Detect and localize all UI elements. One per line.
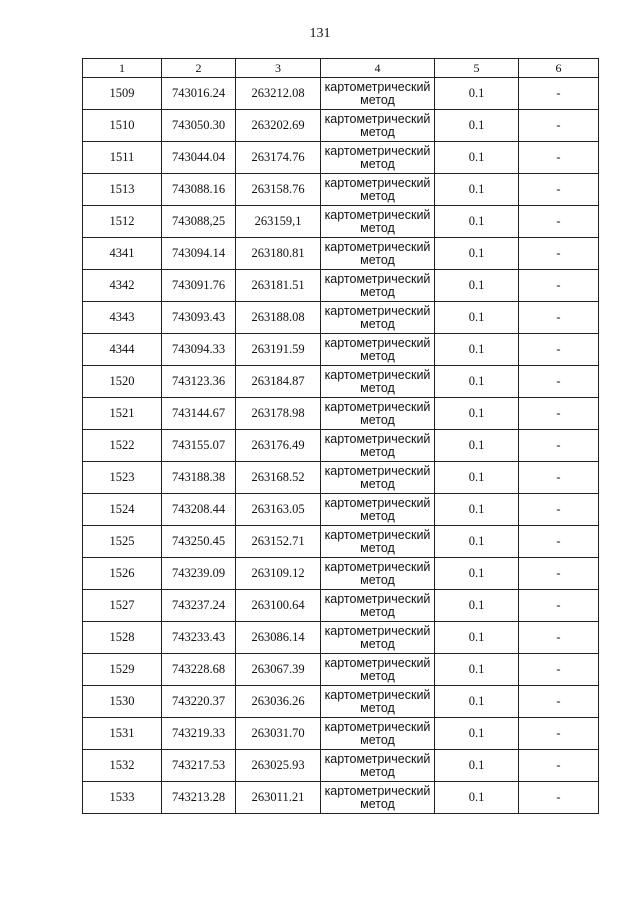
accuracy-cell: 0.1	[435, 270, 519, 302]
note-cell: -	[519, 270, 599, 302]
table-row	[83, 366, 599, 398]
point-number-cell: 1525	[83, 526, 162, 558]
method-line-1: картометрический	[324, 527, 431, 542]
column-header: 6	[519, 59, 599, 78]
note-cell: -	[519, 622, 599, 654]
y-coordinate-cell: 263152.71	[236, 526, 321, 558]
method-line-2: метод	[360, 508, 395, 523]
method-cell	[321, 430, 435, 462]
y-coordinate-cell: 263158.76	[236, 174, 321, 206]
method-line-1: картометрический	[324, 399, 431, 414]
table-row	[83, 142, 599, 174]
point-number-cell: 1521	[83, 398, 162, 430]
column-header: 3	[236, 59, 321, 78]
method-line-1: картометрический	[324, 719, 431, 734]
note-cell: -	[519, 206, 599, 238]
note-cell: -	[519, 718, 599, 750]
x-coordinate-cell: 743144.67	[162, 398, 236, 430]
coordinates-table	[82, 58, 599, 814]
accuracy-cell: 0.1	[435, 398, 519, 430]
method-cell	[321, 142, 435, 174]
method-line-1: картометрический	[324, 623, 431, 638]
x-coordinate-cell: 743016.24	[162, 78, 236, 110]
method-line-1: картометрический	[324, 687, 431, 702]
method-line-2: метод	[360, 220, 395, 235]
x-coordinate-cell: 743250.45	[162, 526, 236, 558]
table-row	[83, 430, 599, 462]
note-cell: -	[519, 142, 599, 174]
table-row	[83, 206, 599, 238]
x-coordinate-cell: 743094.33	[162, 334, 236, 366]
accuracy-cell: 0.1	[435, 718, 519, 750]
point-number-cell: 1533	[83, 782, 162, 814]
y-coordinate-cell: 263168.52	[236, 462, 321, 494]
method-cell	[321, 686, 435, 718]
table-row	[83, 462, 599, 494]
note-cell: -	[519, 526, 599, 558]
table-row	[83, 398, 599, 430]
method-cell	[321, 462, 435, 494]
table-row	[83, 750, 599, 782]
point-number-cell: 4341	[83, 238, 162, 270]
note-cell: -	[519, 558, 599, 590]
note-cell: -	[519, 334, 599, 366]
y-coordinate-cell: 263109.12	[236, 558, 321, 590]
x-coordinate-cell: 743091.76	[162, 270, 236, 302]
accuracy-cell: 0.1	[435, 462, 519, 494]
method-cell	[321, 526, 435, 558]
accuracy-cell: 0.1	[435, 110, 519, 142]
table-row	[83, 494, 599, 526]
method-cell	[321, 398, 435, 430]
point-number-cell: 1509	[83, 78, 162, 110]
method-line-1: картометрический	[324, 79, 431, 94]
note-cell: -	[519, 590, 599, 622]
table-row	[83, 686, 599, 718]
method-line-2: метод	[360, 92, 395, 107]
point-number-cell: 1520	[83, 366, 162, 398]
point-number-cell: 1510	[83, 110, 162, 142]
page-number: 131	[309, 26, 331, 41]
method-cell	[321, 78, 435, 110]
x-coordinate-cell: 743044.04	[162, 142, 236, 174]
accuracy-cell: 0.1	[435, 526, 519, 558]
method-line-2: метод	[360, 604, 395, 619]
x-coordinate-cell: 743188.38	[162, 462, 236, 494]
x-coordinate-cell: 743228.68	[162, 654, 236, 686]
method-cell	[321, 750, 435, 782]
y-coordinate-cell: 263191.59	[236, 334, 321, 366]
method-line-2: метод	[360, 156, 395, 171]
table-row	[83, 110, 599, 142]
y-coordinate-cell: 263031.70	[236, 718, 321, 750]
accuracy-cell: 0.1	[435, 654, 519, 686]
point-number-cell: 1511	[83, 142, 162, 174]
method-line-2: метод	[360, 572, 395, 587]
point-number-cell: 1513	[83, 174, 162, 206]
x-coordinate-cell: 743220.37	[162, 686, 236, 718]
method-line-2: метод	[360, 412, 395, 427]
table-row	[83, 622, 599, 654]
note-cell: -	[519, 238, 599, 270]
accuracy-cell: 0.1	[435, 302, 519, 334]
method-line-1: картометрический	[324, 655, 431, 670]
note-cell: -	[519, 110, 599, 142]
x-coordinate-cell: 743237.24	[162, 590, 236, 622]
method-line-1: картометрический	[324, 175, 431, 190]
x-coordinate-cell: 743088.16	[162, 174, 236, 206]
method-line-2: метод	[360, 316, 395, 331]
method-cell	[321, 558, 435, 590]
accuracy-cell: 0.1	[435, 494, 519, 526]
method-cell	[321, 206, 435, 238]
x-coordinate-cell: 743217.53	[162, 750, 236, 782]
x-coordinate-cell: 743093.43	[162, 302, 236, 334]
y-coordinate-cell: 263180.81	[236, 238, 321, 270]
method-line-1: картометрический	[324, 559, 431, 574]
note-cell: -	[519, 654, 599, 686]
accuracy-cell: 0.1	[435, 366, 519, 398]
method-line-2: метод	[360, 476, 395, 491]
accuracy-cell: 0.1	[435, 622, 519, 654]
method-cell	[321, 718, 435, 750]
x-coordinate-cell: 743123.36	[162, 366, 236, 398]
table-row	[83, 558, 599, 590]
method-line-2: метод	[360, 444, 395, 459]
y-coordinate-cell: 263067.39	[236, 654, 321, 686]
method-line-1: картометрический	[324, 367, 431, 382]
point-number-cell: 4343	[83, 302, 162, 334]
accuracy-cell: 0.1	[435, 558, 519, 590]
table-row	[83, 782, 599, 814]
table-row	[83, 718, 599, 750]
point-number-cell: 1532	[83, 750, 162, 782]
y-coordinate-cell: 263011.21	[236, 782, 321, 814]
table-header-row	[83, 59, 599, 78]
point-number-cell: 1527	[83, 590, 162, 622]
column-header: 1	[83, 59, 162, 78]
y-coordinate-cell: 263025.93	[236, 750, 321, 782]
x-coordinate-cell: 743213.28	[162, 782, 236, 814]
column-header: 5	[435, 59, 519, 78]
method-line-1: картометрический	[324, 239, 431, 254]
x-coordinate-cell: 743233.43	[162, 622, 236, 654]
table-row	[83, 334, 599, 366]
point-number-cell: 4344	[83, 334, 162, 366]
point-number-cell: 1524	[83, 494, 162, 526]
note-cell: -	[519, 494, 599, 526]
method-line-1: картометрический	[324, 431, 431, 446]
method-line-2: метод	[360, 348, 395, 363]
y-coordinate-cell: 263202.69	[236, 110, 321, 142]
method-line-2: метод	[360, 540, 395, 555]
method-line-1: картометрический	[324, 463, 431, 478]
method-line-1: картометрический	[324, 303, 431, 318]
note-cell: -	[519, 750, 599, 782]
method-cell	[321, 302, 435, 334]
accuracy-cell: 0.1	[435, 590, 519, 622]
method-line-1: картометрический	[324, 591, 431, 606]
method-line-1: картометрический	[324, 783, 431, 798]
method-line-1: картометрический	[324, 751, 431, 766]
note-cell: -	[519, 302, 599, 334]
accuracy-cell: 0.1	[435, 206, 519, 238]
method-cell	[321, 174, 435, 206]
method-cell	[321, 782, 435, 814]
y-coordinate-cell: 263174.76	[236, 142, 321, 174]
method-line-1: картометрический	[324, 495, 431, 510]
note-cell: -	[519, 462, 599, 494]
method-cell	[321, 366, 435, 398]
column-header: 4	[321, 59, 435, 78]
method-line-2: метод	[360, 252, 395, 267]
table-row	[83, 270, 599, 302]
method-cell	[321, 622, 435, 654]
note-cell: -	[519, 398, 599, 430]
x-coordinate-cell: 743088,25	[162, 206, 236, 238]
point-number-cell: 1531	[83, 718, 162, 750]
accuracy-cell: 0.1	[435, 430, 519, 462]
x-coordinate-cell: 743155.07	[162, 430, 236, 462]
point-number-cell: 4342	[83, 270, 162, 302]
point-number-cell: 1522	[83, 430, 162, 462]
accuracy-cell: 0.1	[435, 782, 519, 814]
method-line-1: картометрический	[324, 143, 431, 158]
x-coordinate-cell: 743239.09	[162, 558, 236, 590]
y-coordinate-cell: 263178.98	[236, 398, 321, 430]
table-row	[83, 526, 599, 558]
accuracy-cell: 0.1	[435, 334, 519, 366]
y-coordinate-cell: 263188.08	[236, 302, 321, 334]
method-line-1: картометрический	[324, 207, 431, 222]
y-coordinate-cell: 263163.05	[236, 494, 321, 526]
x-coordinate-cell: 743050.30	[162, 110, 236, 142]
point-number-cell: 1512	[83, 206, 162, 238]
table-row	[83, 590, 599, 622]
note-cell: -	[519, 78, 599, 110]
method-cell	[321, 494, 435, 526]
method-cell	[321, 654, 435, 686]
table-row	[83, 78, 599, 110]
accuracy-cell: 0.1	[435, 686, 519, 718]
y-coordinate-cell: 263159,1	[236, 206, 321, 238]
accuracy-cell: 0.1	[435, 142, 519, 174]
method-line-2: метод	[360, 700, 395, 715]
note-cell: -	[519, 366, 599, 398]
method-line-2: метод	[360, 188, 395, 203]
table-row	[83, 174, 599, 206]
y-coordinate-cell: 263176.49	[236, 430, 321, 462]
method-cell	[321, 270, 435, 302]
note-cell: -	[519, 430, 599, 462]
method-cell	[321, 238, 435, 270]
note-cell: -	[519, 174, 599, 206]
method-cell	[321, 590, 435, 622]
method-line-1: картометрический	[324, 271, 431, 286]
point-number-cell: 1529	[83, 654, 162, 686]
table-row	[83, 302, 599, 334]
point-number-cell: 1530	[83, 686, 162, 718]
note-cell: -	[519, 782, 599, 814]
method-line-2: метод	[360, 764, 395, 779]
method-cell	[321, 110, 435, 142]
method-line-2: метод	[360, 796, 395, 811]
y-coordinate-cell: 263184.87	[236, 366, 321, 398]
accuracy-cell: 0.1	[435, 750, 519, 782]
method-line-2: метод	[360, 732, 395, 747]
point-number-cell: 1528	[83, 622, 162, 654]
table-row	[83, 654, 599, 686]
method-line-1: картометрический	[324, 111, 431, 126]
point-number-cell: 1523	[83, 462, 162, 494]
x-coordinate-cell: 743219.33	[162, 718, 236, 750]
y-coordinate-cell: 263086.14	[236, 622, 321, 654]
x-coordinate-cell: 743094.14	[162, 238, 236, 270]
method-line-2: метод	[360, 284, 395, 299]
y-coordinate-cell: 263212.08	[236, 78, 321, 110]
method-line-2: метод	[360, 636, 395, 651]
point-number-cell: 1526	[83, 558, 162, 590]
column-header: 2	[162, 59, 236, 78]
x-coordinate-cell: 743208.44	[162, 494, 236, 526]
method-cell	[321, 334, 435, 366]
method-line-1: картометрический	[324, 335, 431, 350]
y-coordinate-cell: 263181.51	[236, 270, 321, 302]
method-line-2: метод	[360, 124, 395, 139]
method-line-2: метод	[360, 668, 395, 683]
method-line-2: метод	[360, 380, 395, 395]
note-cell: -	[519, 686, 599, 718]
accuracy-cell: 0.1	[435, 238, 519, 270]
accuracy-cell: 0.1	[435, 174, 519, 206]
accuracy-cell: 0.1	[435, 78, 519, 110]
y-coordinate-cell: 263100.64	[236, 590, 321, 622]
table-row	[83, 238, 599, 270]
y-coordinate-cell: 263036.26	[236, 686, 321, 718]
